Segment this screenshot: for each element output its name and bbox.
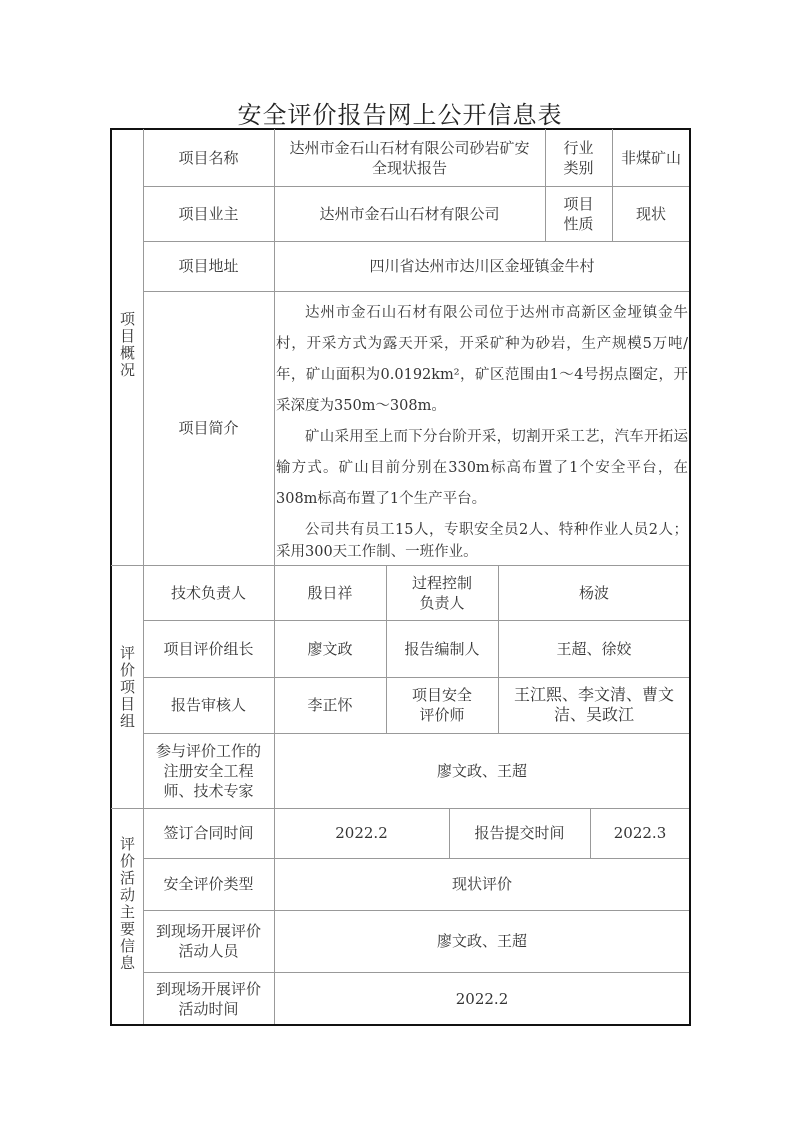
- label-eval-type: 安全评价类型: [163, 875, 254, 893]
- label-industry: 行业类别: [563, 138, 594, 177]
- label-intro: 项目简介: [178, 419, 239, 437]
- value-tech-lead: 殷日祥: [307, 583, 353, 602]
- label-submit-date: 报告提交时间: [474, 824, 565, 842]
- label-onsite-staff: 到现场开展评价活动人员: [155, 922, 261, 960]
- label-safety-evaluator: 项目安全评价师: [411, 686, 472, 724]
- intro-paragraph: 矿山采用至上而下分台阶开采，切割开采工艺，汽车开拓运输方式。矿山目前分别在330m标高布置了1个安全平台，在308m标高布置了1个生产平台。: [276, 429, 688, 507]
- value-contract-date: 2022.2: [335, 824, 388, 842]
- value-intro: [276, 298, 688, 563]
- label-reviewer: 报告审核人: [170, 696, 246, 714]
- value-report-author: 王超、徐姣: [556, 639, 632, 658]
- value-engineers: 廖文政、王超: [436, 761, 527, 780]
- value-team-leader: 廖文政: [307, 639, 353, 658]
- label-engineers: 参与评价工作的注册安全工程师、技术专家: [155, 741, 261, 800]
- value-safety-evaluator: 王江熙、李文清、曹文洁、吴政江: [513, 685, 674, 724]
- label-owner: 项目业主: [178, 204, 239, 223]
- value-nature: 现状: [635, 204, 666, 223]
- value-onsite-time: 2022.2: [455, 989, 509, 1008]
- label-project-name: 项目名称: [178, 148, 239, 167]
- value-address: 四川省达州市达川区金垭镇金牛村: [369, 257, 595, 275]
- label-contract-date: 签订合同时间: [163, 824, 254, 842]
- value-owner: 达州市金石山石材有限公司: [319, 204, 500, 223]
- section-label-team: [111, 630, 143, 745]
- value-submit-date: 2022.3: [613, 824, 667, 842]
- label-address: 项目地址: [178, 257, 239, 275]
- section-label-text: 项目概况: [118, 311, 136, 379]
- value-onsite-staff: 廖文政、王超: [436, 932, 527, 950]
- label-report-author: 报告编制人: [404, 639, 480, 658]
- section-label-text: 评价项目组: [118, 645, 136, 730]
- value-process-ctrl: 杨波: [578, 583, 609, 602]
- value-reviewer: 李正怀: [307, 696, 353, 714]
- section-label-text: 评价活动主要信息: [118, 835, 136, 972]
- intro-paragraph: 公司共有员工15人，专职安全员2人、特种作业人员2人；采用300天工作制、一班作业。: [276, 522, 688, 560]
- label-team-leader: 项目评价组长: [163, 639, 254, 658]
- section-label-overview: [111, 300, 143, 390]
- value-eval-type: 现状评价: [451, 875, 512, 893]
- section-label-activity: [111, 816, 143, 991]
- page-title: 安全评价报告网上公开信息表: [237, 101, 563, 129]
- label-nature: 项目性质: [563, 194, 594, 233]
- intro-paragraph: 达州市金石山石材有限公司位于达州市高新区金垭镇金牛村，开采方式为露天开采，开采矿种为砂岩，生产规模5万吨/年，矿山面积为0.0192km²，矿区范围由1～4号拐点圈定，开采深度为350m～308m。: [276, 305, 688, 414]
- label-onsite-time: 到现场开展评价活动时间: [155, 979, 261, 1018]
- label-tech-lead: 技术负责人: [170, 583, 246, 602]
- value-industry: 非煤矿山: [620, 148, 681, 167]
- label-process-ctrl: 过程控制负责人: [411, 573, 472, 612]
- value-project-name: 达州市金石山石材有限公司砂岩矿安全现状报告: [289, 138, 530, 177]
